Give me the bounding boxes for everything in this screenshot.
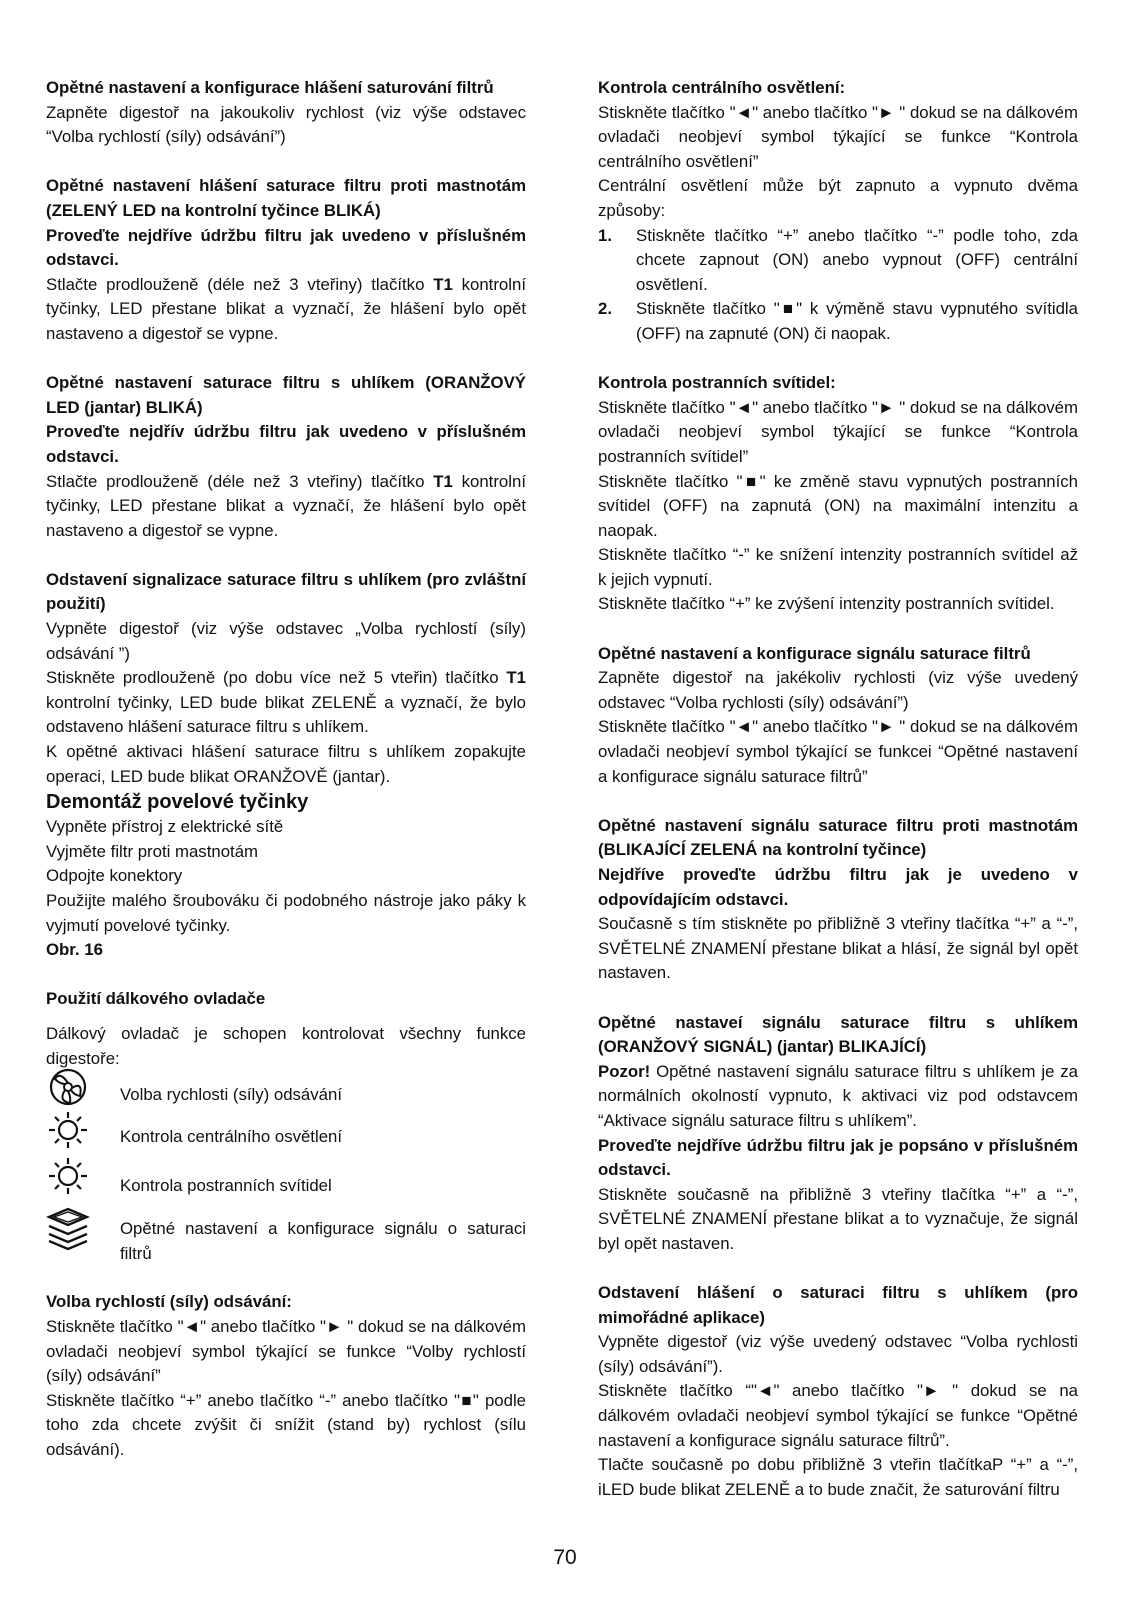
icon-row: [46, 1071, 526, 1111]
section-title: Opětné nastavení saturace filtru s uhlíkem (ORANŽOVÝ LED (jantar) BLIKÁ): [46, 373, 526, 417]
central-light-icon: [46, 1110, 120, 1158]
paragraph: Stiskněte tlačítko "◄" anebo tlačítko "► " dokud se na dálkovém ovladači neobjeví symbol týkající se funkce “Kontrola postranních svítidel”: [598, 397, 1078, 466]
icon-label: Kontrola postranních svítidel: [120, 1175, 332, 1195]
paragraph: Stiskněte tlačítko "■" ke změně stavu vypnutých postranních svítidel (OFF) na zapnutá (ON) na maximální intenzitu a naopak.: [598, 471, 1078, 540]
icon-label: Kontrola centrálního osvětlení: [120, 1126, 343, 1146]
paragraph: Stiskněte tlačítko "◄" anebo tlačítko "► " dokud se na dálkovém ovladači neobjeví symbol týkající se funkce “Volby rychlostí (síly) odsávání”: [46, 1316, 526, 1386]
paragraph: Stiskněte tlačítko “+” ke zvýšení intenzity postranních svítidel.: [598, 594, 1055, 614]
icon-row: [46, 1207, 526, 1266]
button-ref: T1: [506, 668, 526, 688]
paragraph: Stiskněte tlačítko "◄" anebo tlačítko "► " dokud se na dálkovém ovladači neobjeví symbol týkající se funkcei “Opětné nastavení a konfigurace signálu saturace filtrů”: [598, 717, 1078, 786]
page-number: 70: [553, 1546, 577, 1569]
icon-row: [46, 1157, 526, 1203]
list-line: Odpojte konektory: [46, 866, 183, 886]
filter-layers-icon: [46, 1207, 120, 1259]
list-text: Stiskněte tlačítko "■" k výměně stavu vypnutého svítidla (OFF) na zapnuté (ON) či naopak.: [636, 299, 1078, 343]
icon-label: Volba rychlosti (síly) odsávání: [120, 1084, 342, 1104]
bold-paragraph: Nejdříve proveďte údržbu filtru jak je uvedeno v odpovídajícím odstavci.: [598, 865, 1078, 909]
paragraph: Současně s tím stiskněte po přibližně 3 vteřiny tlačítka “+” a “-”, SVĚTELNÉ ZNAMENÍ přestane blikat a hlásí, že signál byl opět nastaven.: [598, 914, 1078, 983]
left-column: [46, 76, 526, 1463]
list-line: Vyjměte filtr proti mastnotám: [46, 841, 259, 861]
paragraph: [46, 470, 526, 544]
bold-paragraph: Proveďte nejdřív údržbu filtru jak uvedeno v příslušném odstavci.: [46, 422, 526, 466]
section-title: Opětné nastavení hlášení saturace filtru proti mastnotám (ZELENÝ LED na kontrolní tyčince BLIKÁ): [46, 176, 526, 220]
list-item: [598, 224, 1078, 298]
icon-label: Opětné nastavení a konfigurace signálu o saturaci filtrů: [120, 1219, 526, 1263]
section-title: Opětné nastavení a konfigurace signálu saturace filtrů: [598, 643, 1031, 663]
text-span: Stiskněte prodlouženě (po dobu více než 5 vteřin) tlačítko: [46, 668, 507, 688]
text-span: kontrolní tyčinky, LED přestane blikat a vyznačí, že hlášení bylo opět nastaveno a digestoř se vypne.: [46, 274, 526, 343]
section-title: Volba rychlostí (síly) odsávání:: [46, 1292, 292, 1312]
paragraph: Dálkový ovladač je schopen kontrolovat všechny funkce digestoře:: [46, 1023, 526, 1068]
section-heading: Demontáž povelové tyčinky: [46, 791, 309, 814]
paragraph: [46, 666, 526, 740]
right-column: [598, 76, 1078, 1502]
paragraph: [46, 273, 526, 347]
numbered-list: [598, 224, 1078, 347]
section-title: Opětné nastavení signálu saturace filtru proti mastnotám (BLIKAJÍCÍ ZELENÁ na kontrolní tyčince): [598, 815, 1078, 860]
text-span: kontrolní tyčinky, LED bude blikat ZELENĚ a vyznačí, že bylo odstaveno hlášení saturace filtru s uhlíkem.: [46, 692, 526, 737]
paragraph: Stiskněte tlačítko “"◄" anebo tlačítko "► " dokud se na dálkovém ovladači neobjeví symbol týkající se funkce “Opětné nastavení a konfigurace signálu saturace filtrů”.: [598, 1381, 1078, 1450]
warning-label: Pozor!: [598, 1061, 651, 1081]
fan-icon: [46, 1067, 120, 1115]
section-title: Opětné nastavení a konfigurace hlášení saturování filtrů: [46, 78, 494, 97]
icon-row: [46, 1111, 526, 1157]
button-ref: T1: [433, 274, 453, 294]
list-line: Vypněte přístroj z elektrické sítě: [46, 817, 284, 837]
list-number: 2.: [598, 299, 612, 319]
section-title: Opětné nastaveí signálu saturace filtru s uhlíkem (ORANŽOVÝ SIGNÁL) (jantar) BLIKAJÍCÍ): [598, 1012, 1078, 1057]
paragraph: Zapněte digestoř na jakoukoliv rychlost (viz výše odstavec “Volba rychlostí (síly) odsávání”): [46, 102, 526, 147]
list-item: [598, 297, 1078, 346]
side-light-icon: [46, 1156, 120, 1204]
paragraph: Stiskněte tlačítko “-” ke snížení intenzity postranních svítidel až k jejich vypnutí.: [598, 545, 1078, 589]
paragraph: Vypněte digestoř (viz výše uvedený odstavec “Volba rychlosti (síly) odsávání”).: [598, 1332, 1078, 1376]
section-title: Kontrola centrálního osvětlení:: [598, 78, 846, 97]
section-title: Použití dálkového ovladače: [46, 989, 266, 1009]
section-title: Kontrola postranních svítidel:: [598, 373, 836, 393]
text-span: Stlačte prodlouženě (déle než 3 vteřiny) tlačítko: [46, 274, 434, 294]
paragraph: Vypněte digestoř (viz výše odstavec „Volba rychlostí (síly) odsávání ”): [46, 619, 526, 663]
figure-ref: Obr. 16: [46, 940, 103, 960]
paragraph: Stiskněte současně na přibližně 3 vteřiny tlačítka “+” a “-”, SVĚTELNÉ ZNAMENÍ přestane blikat a to vyznačuje, že signál byl opět nastaven.: [598, 1184, 1078, 1253]
section-title: Odstavení hlášení o saturaci filtru s uhlíkem (pro mimořádné aplikace): [598, 1283, 1078, 1327]
bold-paragraph: Proveďte nejdříve údržbu filtru jak je popsáno v příslušném odstavci.: [598, 1135, 1078, 1180]
list-number: 1.: [598, 225, 612, 245]
paragraph: Stiskněte tlačítko “+” anebo tlačítko “-” anebo tlačítko "■" podle toho zda chcete zvýšit či snížit (stand by) rychlost (sílu odsávání).: [46, 1390, 526, 1459]
list-text: Stiskněte tlačítko “+” anebo tlačítko “-” podle toho, zda chcete zapnout (ON) anebo vypnout (OFF) centrální osvětlení.: [636, 225, 1078, 294]
paragraph: Tlačte současně po dobu přibližně 3 vteřin tlačítkaP “+” a “-”, iLED bude blikat ZELENĚ a to bude značit, že saturování filtru: [598, 1455, 1078, 1499]
button-ref: T1: [433, 471, 453, 491]
text-span: kontrolní tyčinky, LED přestane blikat a vyznačí, že hlášení bylo opět nastaveno a digestoř se vypne.: [46, 471, 526, 540]
bold-paragraph: Proveďte nejdříve údržbu filtru jak uvedeno v příslušném odstavci.: [46, 225, 526, 270]
text-span: Opětné nastavení signálu saturace filtru s uhlíkem je za normálních okolností vypnuto, k aktivaci viz pod odstavcem “Aktivace signálu saturace filtru s uhlíkem”.: [598, 1061, 1078, 1130]
paragraph: [598, 1060, 1078, 1134]
text-span: Stlačte prodlouženě (déle než 3 vteřiny) tlačítko: [46, 471, 434, 491]
list-line: Použijte malého šroubováku či podobného nástroje jako páky k vyjmutí povelové tyčinky.: [46, 891, 526, 935]
section-title: Odstavení signalizace saturace filtru s uhlíkem (pro zvláštní použití): [46, 569, 526, 614]
paragraph: K opětné aktivaci hlášení saturace filtru s uhlíkem zopakujte operaci, LED bude blikat ORANŽOVĚ (jantar).: [46, 742, 526, 786]
paragraph: Stiskněte tlačítko "◄" anebo tlačítko "► " dokud se na dálkovém ovladači neobjeví symbol týkající se funkce “Kontrola centrálního osvětlení”: [598, 102, 1078, 171]
paragraph: Zapněte digestoř na jakékoliv rychlosti (viz výše uvedený odstavec “Volba rychlosti (síly) odsávání”): [598, 668, 1078, 712]
paragraph: Centrální osvětlení může být zapnuto a vypnuto dvěma způsoby:: [598, 176, 1078, 220]
